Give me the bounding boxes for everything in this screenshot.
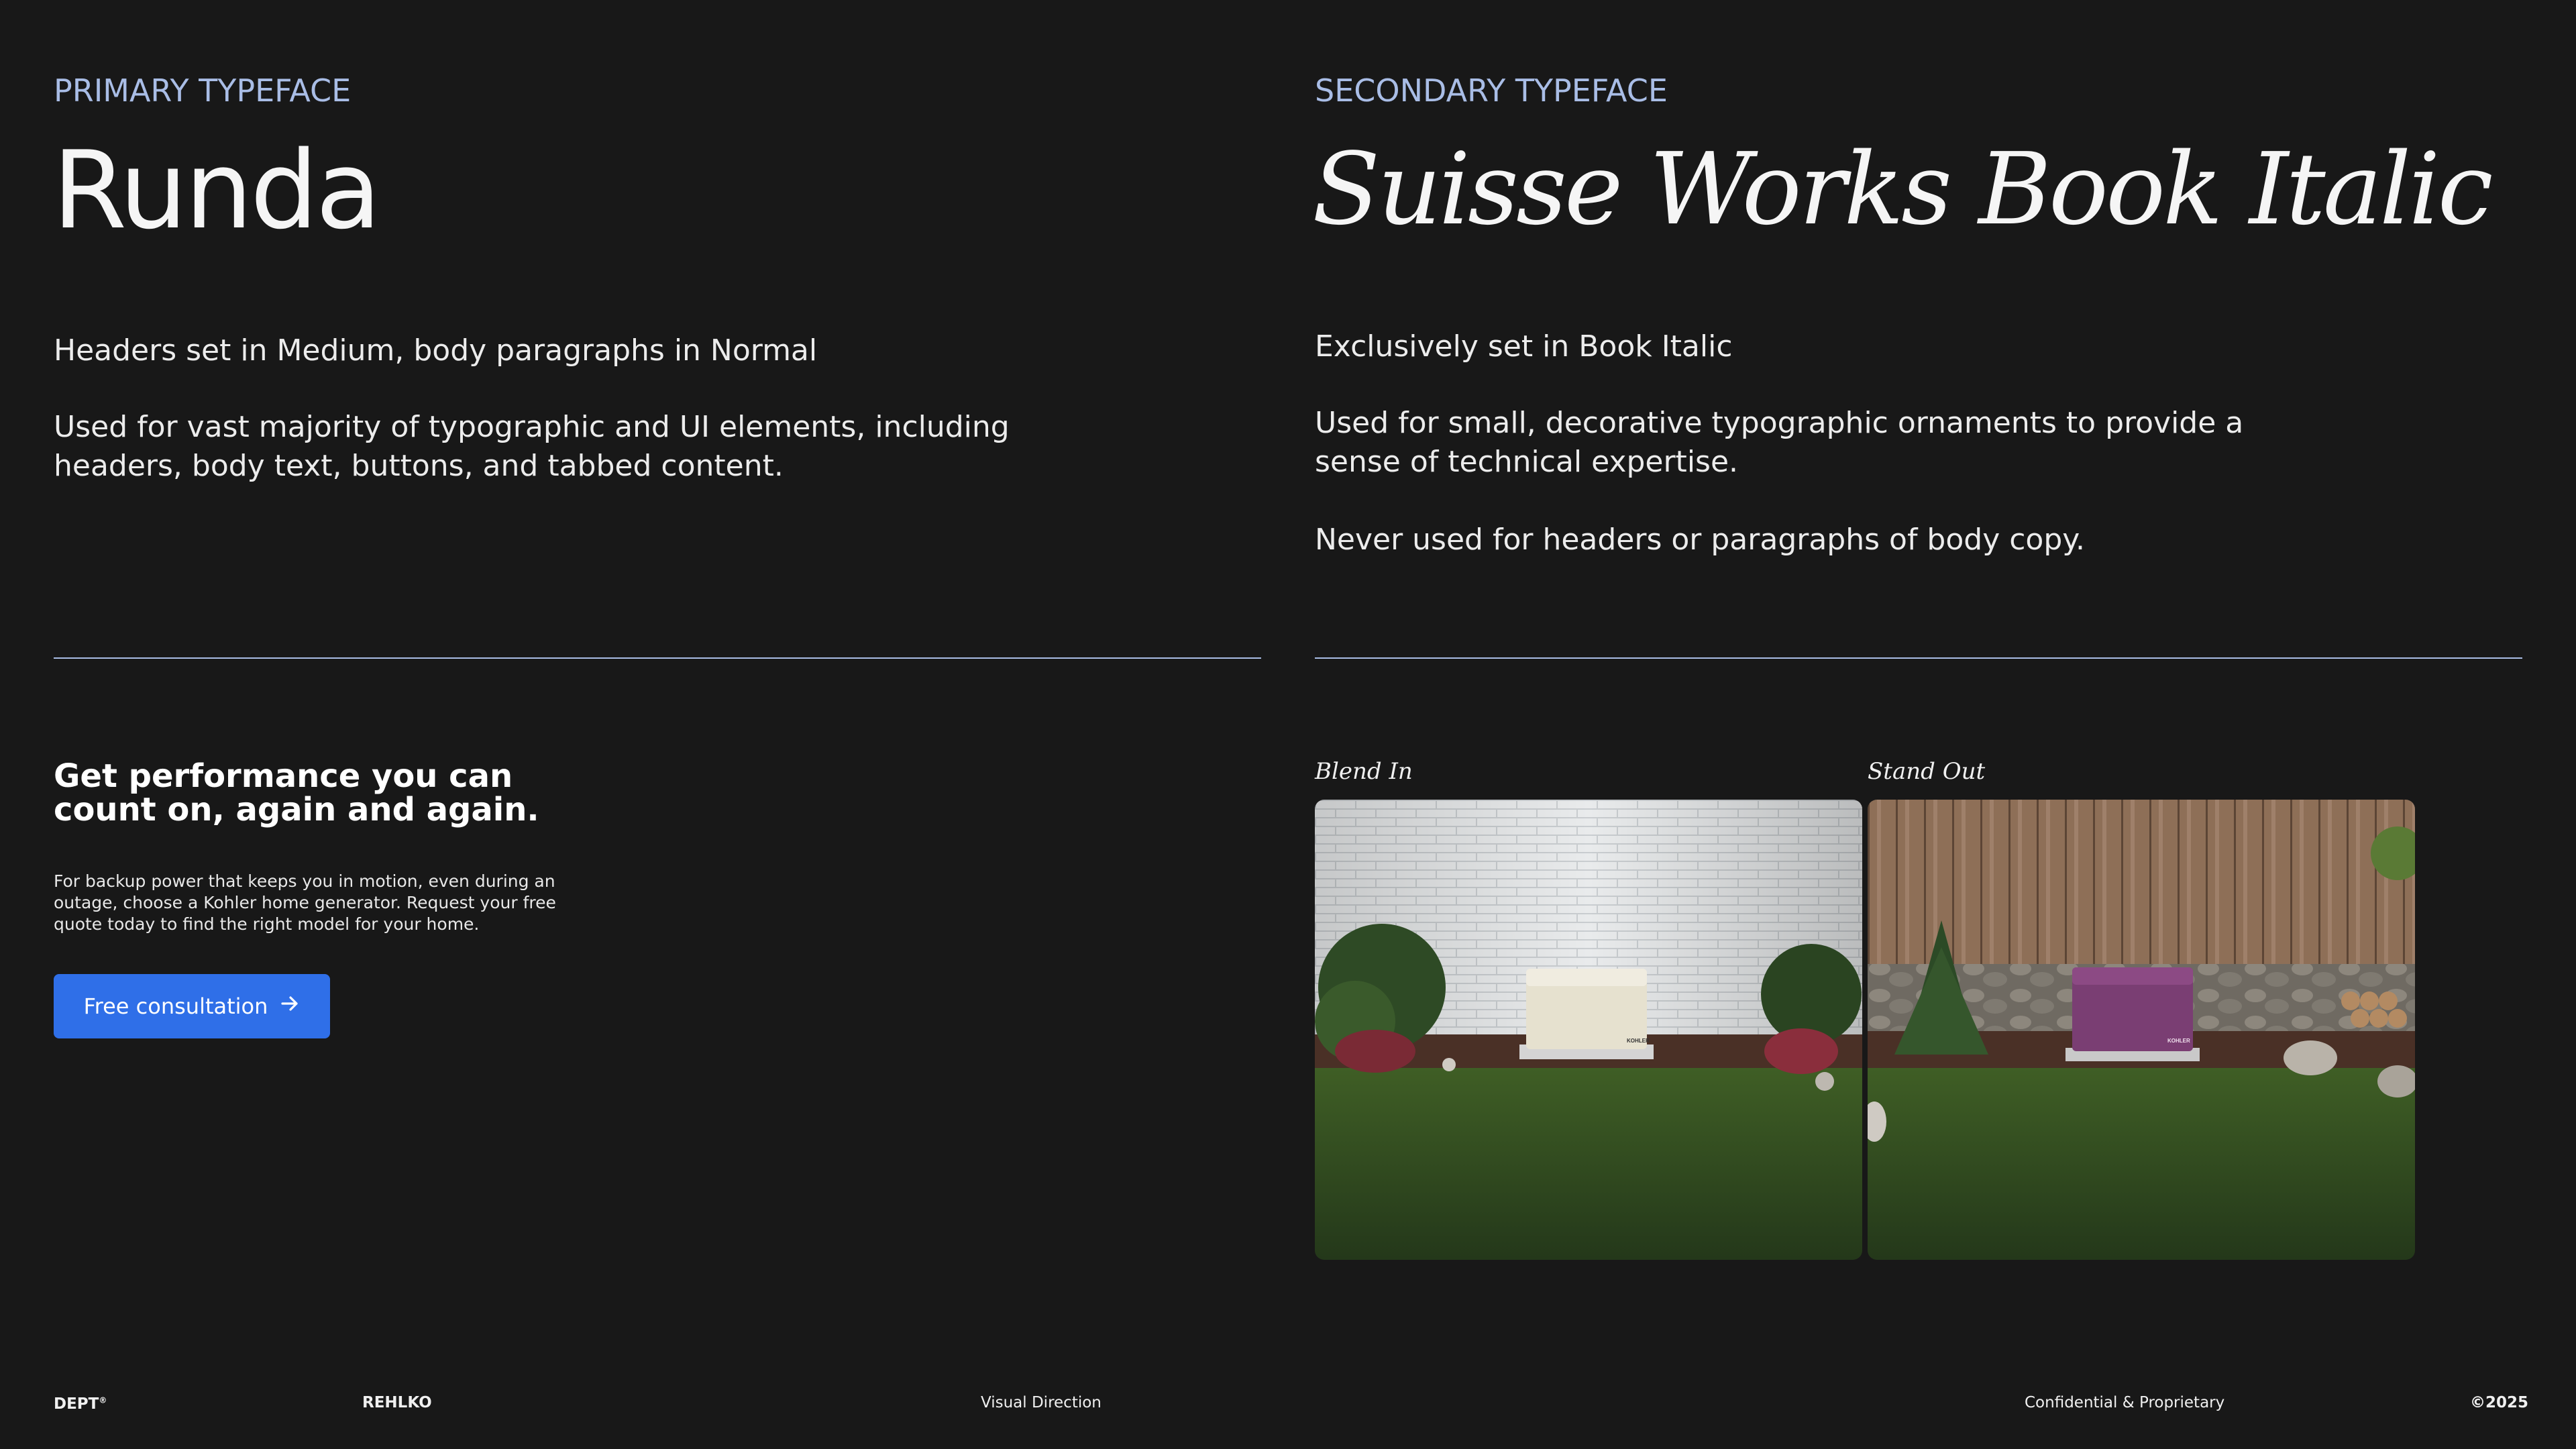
promo-heading-line2: count on, again and again. (54, 791, 539, 828)
primary-divider (54, 657, 1261, 659)
footer-section-title: Visual Direction (981, 1394, 1102, 1411)
stand-out-caption: Stand Out (1868, 758, 1986, 785)
free-consultation-button[interactable] (54, 974, 330, 1038)
agency-logo (54, 1395, 107, 1413)
client-name: REHLKO (362, 1394, 432, 1411)
secondary-divider (1315, 657, 2522, 659)
primary-line2b: headers, body text, buttons, and tabbed content. (54, 449, 784, 483)
secondary-typeface-name: Suisse Works Book Italic (1312, 131, 2491, 247)
promo-body-line1: For backup power that keeps you in motion, even during an (54, 871, 555, 891)
promo-heading (54, 759, 539, 826)
agency-name: DEPT (54, 1395, 99, 1413)
cta-label: Free consultation (83, 994, 268, 1019)
primary-typeface-name: Runda (52, 127, 379, 253)
promo-heading-line1: Get performance you can (54, 757, 513, 795)
footer-confidentiality: Confidential & Proprietary (2025, 1394, 2225, 1411)
blend-in-brand-mark: KOHLER (1627, 1038, 1650, 1044)
secondary-line3: Never used for headers or paragraphs of body copy. (1315, 523, 2086, 557)
arrow-right-icon (280, 994, 300, 1019)
primary-line1: Headers set in Medium, body paragraphs in Normal (54, 333, 818, 368)
stand-out-brand-mark: KOHLER (2167, 1038, 2190, 1044)
primary-eyebrow: PRIMARY TYPEFACE (54, 72, 352, 109)
stand-out-image (1868, 800, 2415, 1260)
blend-in-image (1315, 800, 1862, 1260)
promo-body-line2: outage, choose a Kohler home generator. Request your free (54, 893, 556, 912)
blend-in-caption: Blend In (1315, 758, 1413, 785)
primary-line2a: Used for vast majority of typographic and UI elements, including (54, 410, 1010, 444)
footer-year: ©2025 (2470, 1394, 2529, 1411)
promo-body (54, 871, 556, 935)
promo-body-line3: quote today to find the right model for your home. (54, 914, 480, 934)
secondary-line1: Exclusively set in Book Italic (1315, 329, 1733, 364)
secondary-line2b: sense of technical expertise. (1315, 445, 1739, 479)
secondary-line2a: Used for small, decorative typographic ornaments to provide a (1315, 406, 2244, 440)
agency-registered-mark: ® (99, 1395, 107, 1405)
secondary-eyebrow: SECONDARY TYPEFACE (1315, 72, 1668, 109)
